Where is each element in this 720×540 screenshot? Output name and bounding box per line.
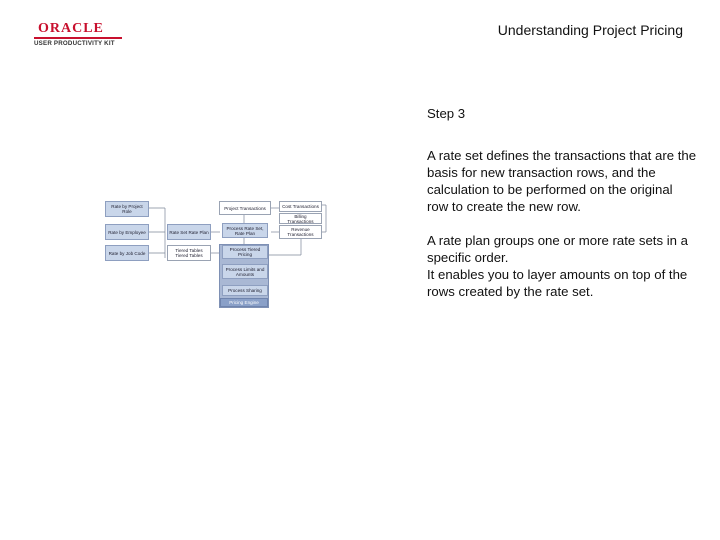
pricing-engine-label: Pricing Engine (220, 298, 268, 307)
revenue-transactions-box: Revenue Transactions (279, 225, 322, 239)
billing-transactions-box: Billing Transactions (279, 213, 322, 224)
tiered-tables-box: Tiered Tables Tiered Tables (167, 245, 211, 261)
oracle-upk-logo (34, 22, 126, 50)
process-rate-set-box: Process Rate Set, Rate Plan (222, 223, 268, 238)
logo-divider (34, 37, 122, 39)
rate-plan-sentence-2: It enables you to layer amounts on top of the rows created by the rate set. (427, 267, 688, 299)
rate-by-employee-box: Rate by Employee (105, 224, 149, 240)
logo-product: USER PRODUCTIVITY KIT (34, 40, 115, 47)
rate-plan-paragraph (427, 232, 697, 300)
project-transactions-box: Project Transactions (219, 201, 271, 215)
logo-brand: ORACLE (38, 21, 104, 36)
rate-by-job-code-box: Rate by Job Code (105, 245, 149, 261)
pricing-flow-diagram (105, 195, 327, 308)
cost-transactions-box: Cost Transactions (279, 201, 322, 212)
rate-set-rate-plan-box: Rate Set Rate Plan (167, 224, 211, 240)
step-text-column (427, 105, 697, 300)
rate-by-project-role-box: Rate by Project Role (105, 201, 149, 217)
step-heading: Step 3 (427, 106, 466, 121)
process-limits-box: Process Limits and Amounts (222, 264, 268, 279)
rate-set-paragraph: A rate set defines the transactions that are the basis for new transaction rows, and the calculation to be performed on the original row to create the new row. (427, 148, 697, 214)
process-sharing-box: Process Sharing (222, 285, 268, 296)
rate-plan-sentence-1: A rate plan groups one or more rate sets in a specific order. (427, 233, 688, 265)
page-title: Understanding Project Pricing (497, 22, 683, 38)
process-tiered-pricing-box: Process Tiered Pricing (222, 245, 268, 259)
